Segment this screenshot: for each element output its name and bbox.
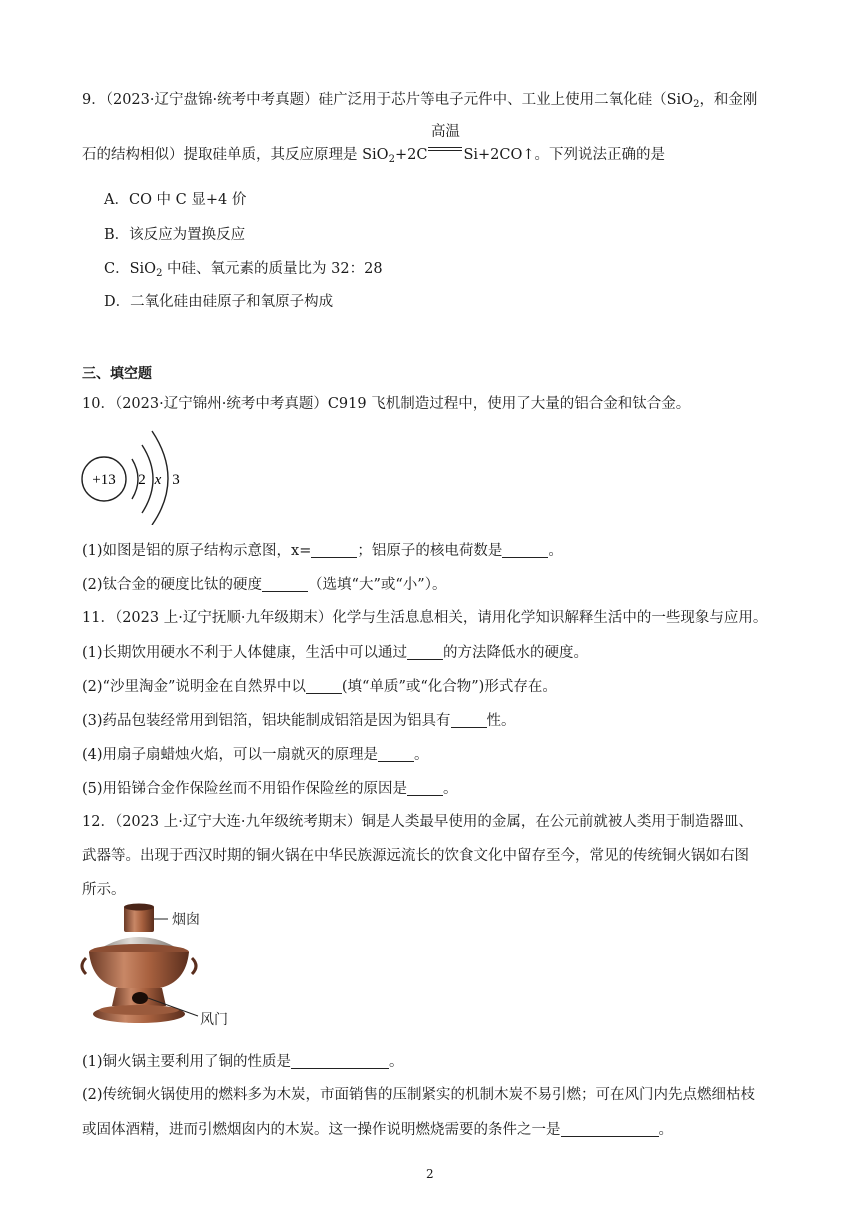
q9-option-b: B．该反应为置换反应 — [104, 227, 246, 243]
copper-hotpot-illustration — [80, 902, 240, 1030]
reaction-condition-arrow — [428, 124, 462, 161]
nucleus-charge: +13 — [92, 472, 116, 488]
answer-blank[interactable] — [262, 577, 308, 592]
q9-option-d: D．二氧化硅由硅原子和氧原子构成 — [104, 294, 334, 310]
q11-part5: (5)用铅锑合金作保险丝而不用铅作保险丝的原因是 。 — [82, 781, 458, 797]
q9-line1: 9．（2023·辽宁盘锦·统考中考真题）硅广泛用于芯片等电子元件中、工业上使用二氧化硅（SiO$_2$，和金刚 — [82, 92, 758, 110]
q10-part2: (2)钛合金的硬度比钛的硬度 （选填“大”或“小”）。 — [82, 577, 447, 593]
q11-part3: (3)药品包装经常用到铝箔，铝块能制成铝箔是因为铝具有 性。 — [82, 713, 516, 729]
shell-3-electrons: 3 — [172, 472, 180, 488]
vent-opening — [132, 992, 148, 1004]
q9-line2: 石的结构相似）提取硅单质，其反应原理是 SiO$_2$+2C 高温 Si+2CO↑。下列说法正确的是 — [82, 124, 666, 165]
q12-part2-line2: 或固体酒精，进而引燃烟囱内的木炭。这一操作说明燃烧需要的条件之一是 。 — [82, 1122, 673, 1138]
answer-blank[interactable] — [502, 543, 548, 558]
answer-blank[interactable] — [451, 713, 487, 728]
answer-blank[interactable] — [378, 747, 414, 762]
q12-part2-line1: (2)传统铜火锅使用的燃料多为木炭，市面销售的压制紧实的机制木炭不易引燃；可在风门内先点燃细枯枝 — [82, 1087, 756, 1103]
q12-line2: 武器等。出现于西汉时期的铜火锅在中华民族源远流长的饮食文化中留存至今，常见的传统铜火锅如右图 — [82, 848, 749, 864]
chimney-label: 烟囱 — [172, 912, 200, 928]
section-title: 三、填空题 — [82, 366, 152, 382]
answer-blank[interactable] — [407, 781, 443, 796]
shell-2-electrons: x — [154, 472, 162, 488]
shell-arc-1 — [132, 459, 138, 499]
q11-part2: (2)“沙里淘金”说明金在自然界中以 (填“单质”或“化合物”)形式存在。 — [82, 679, 557, 695]
q11-part1: (1)长期饮用硬水不利于人体健康，生活中可以通过 的方法降低水的硬度。 — [82, 645, 589, 661]
q11-stem: 11．（2023 上·辽宁抚顺·九年级期末）化学与生活息息相关，请用化学知识解释生活中的一些现象与应用。 — [82, 610, 768, 626]
q11-part4: (4)用扇子扇蜡烛火焰，可以一扇就灭的原理是 。 — [82, 747, 429, 763]
reaction-condition-label: 高温 — [430, 124, 460, 140]
q12-line1: 12．（2023 上·辽宁大连·九年级统考期末）铜是人类最早使用的金属，在公元前就被人类用于制造器皿、 — [82, 814, 753, 830]
answer-blank[interactable] — [311, 543, 357, 558]
answer-blank[interactable] — [306, 679, 342, 694]
q10-stem: 10．（2023·辽宁锦州·统考中考真题）C919 飞机制造过程中，使用了大量的铝合金和钛合金。 — [82, 396, 691, 412]
answer-blank[interactable] — [561, 1122, 659, 1137]
answer-blank[interactable] — [291, 1054, 389, 1069]
q9-option-c: C．SiO$_2$ 中硅、氧元素的质量比为 32：28 — [104, 261, 383, 279]
q10-part1: (1)如图是铝的原子结构示意图，x= ；铝原子的核电荷数是 。 — [82, 543, 563, 559]
vent-label: 风门 — [200, 1012, 228, 1028]
q12-line3: 所示。 — [82, 882, 126, 898]
q12-part1: (1)铜火锅主要利用了铜的性质是 。 — [82, 1054, 404, 1070]
answer-blank[interactable] — [407, 645, 443, 660]
shell-1-electrons: 2 — [138, 472, 146, 488]
q9-option-a: A．CO 中 C 显+4 价 — [104, 192, 247, 208]
page-number: 2 — [426, 1167, 434, 1181]
aluminum-atom-diagram — [78, 425, 188, 525]
